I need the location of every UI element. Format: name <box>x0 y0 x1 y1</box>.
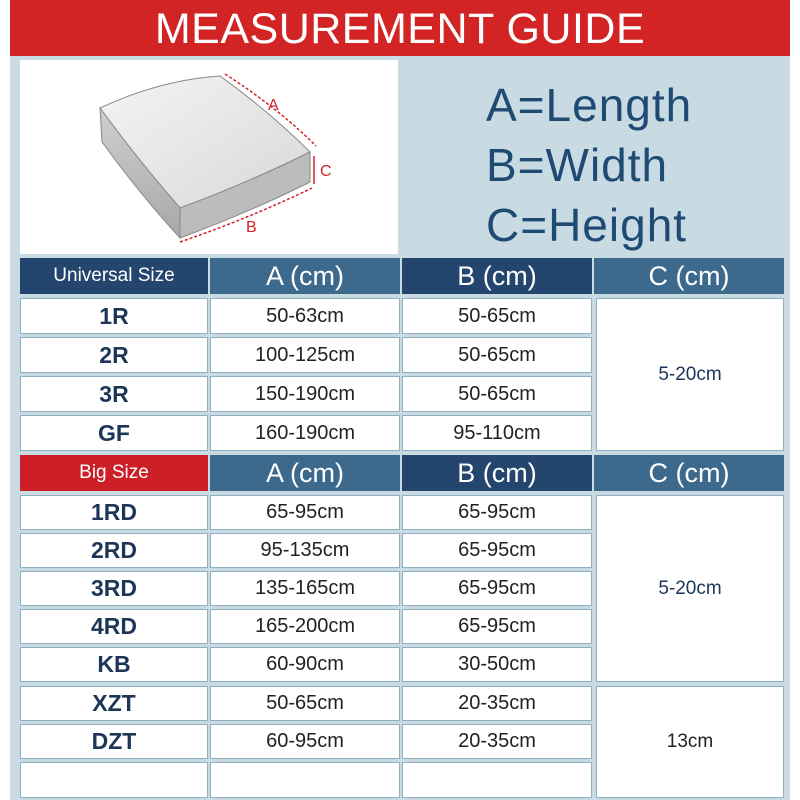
big-row-b: 20-35cm <box>402 686 592 721</box>
big-c-value-2: 13cm <box>596 686 784 798</box>
legend-length: A=Length <box>486 79 693 131</box>
universal-c-header: C (cm) <box>594 258 784 294</box>
label-b: B <box>246 219 257 236</box>
big-c-header: C (cm) <box>594 455 784 491</box>
label-c: C <box>320 163 332 180</box>
universal-row-b: 50-65cm <box>402 298 592 334</box>
empty-cell <box>20 762 208 798</box>
big-row-b: 65-95cm <box>402 495 592 530</box>
empty-cell <box>210 762 400 798</box>
big-row-b: 65-95cm <box>402 609 592 644</box>
universal-row-name: GF <box>20 415 208 451</box>
legend-panel <box>404 58 784 256</box>
big-row-a: 65-95cm <box>210 495 400 530</box>
big-a-header: A (cm) <box>210 455 400 491</box>
big-row-b: 30-50cm <box>402 647 592 682</box>
big-c-value-1: 5-20cm <box>596 495 784 682</box>
big-row-name: DZT <box>20 724 208 759</box>
big-row-b: 65-95cm <box>402 571 592 606</box>
big-b-header: B (cm) <box>402 455 592 491</box>
big-row-b: 20-35cm <box>402 724 592 759</box>
universal-row-name: 3R <box>20 376 208 412</box>
cushion-diagram <box>20 60 398 254</box>
big-row-a: 135-165cm <box>210 571 400 606</box>
page-title: MEASUREMENT GUIDE <box>10 0 790 56</box>
big-row-a: 60-90cm <box>210 647 400 682</box>
universal-row-name: 2R <box>20 337 208 373</box>
universal-row-b: 50-65cm <box>402 337 592 373</box>
legend-width: B=Width <box>486 139 669 191</box>
big-row-name: 4RD <box>20 609 208 644</box>
universal-row-a: 100-125cm <box>210 337 400 373</box>
universal-row-a: 150-190cm <box>210 376 400 412</box>
big-row-name: 2RD <box>20 533 208 568</box>
big-row-name: XZT <box>20 686 208 721</box>
big-row-name: 3RD <box>20 571 208 606</box>
empty-cell <box>402 762 592 798</box>
universal-row-a: 160-190cm <box>210 415 400 451</box>
big-size-header: Big Size <box>20 455 208 491</box>
big-row-name: KB <box>20 647 208 682</box>
big-row-a: 50-65cm <box>210 686 400 721</box>
big-row-a: 60-95cm <box>210 724 400 759</box>
big-row-b: 65-95cm <box>402 533 592 568</box>
big-row-a: 95-135cm <box>210 533 400 568</box>
label-a: A <box>268 97 279 114</box>
universal-row-a: 50-63cm <box>210 298 400 334</box>
legend-height: C=Height <box>486 199 688 251</box>
big-row-a: 165-200cm <box>210 609 400 644</box>
universal-c-value: 5-20cm <box>596 298 784 451</box>
universal-row-b: 50-65cm <box>402 376 592 412</box>
universal-row-name: 1R <box>20 298 208 334</box>
big-row-name: 1RD <box>20 495 208 530</box>
universal-a-header: A (cm) <box>210 258 400 294</box>
universal-b-header: B (cm) <box>402 258 592 294</box>
universal-size-header: Universal Size <box>20 258 208 294</box>
cushion-illustration <box>20 60 398 254</box>
universal-row-b: 95-110cm <box>402 415 592 451</box>
